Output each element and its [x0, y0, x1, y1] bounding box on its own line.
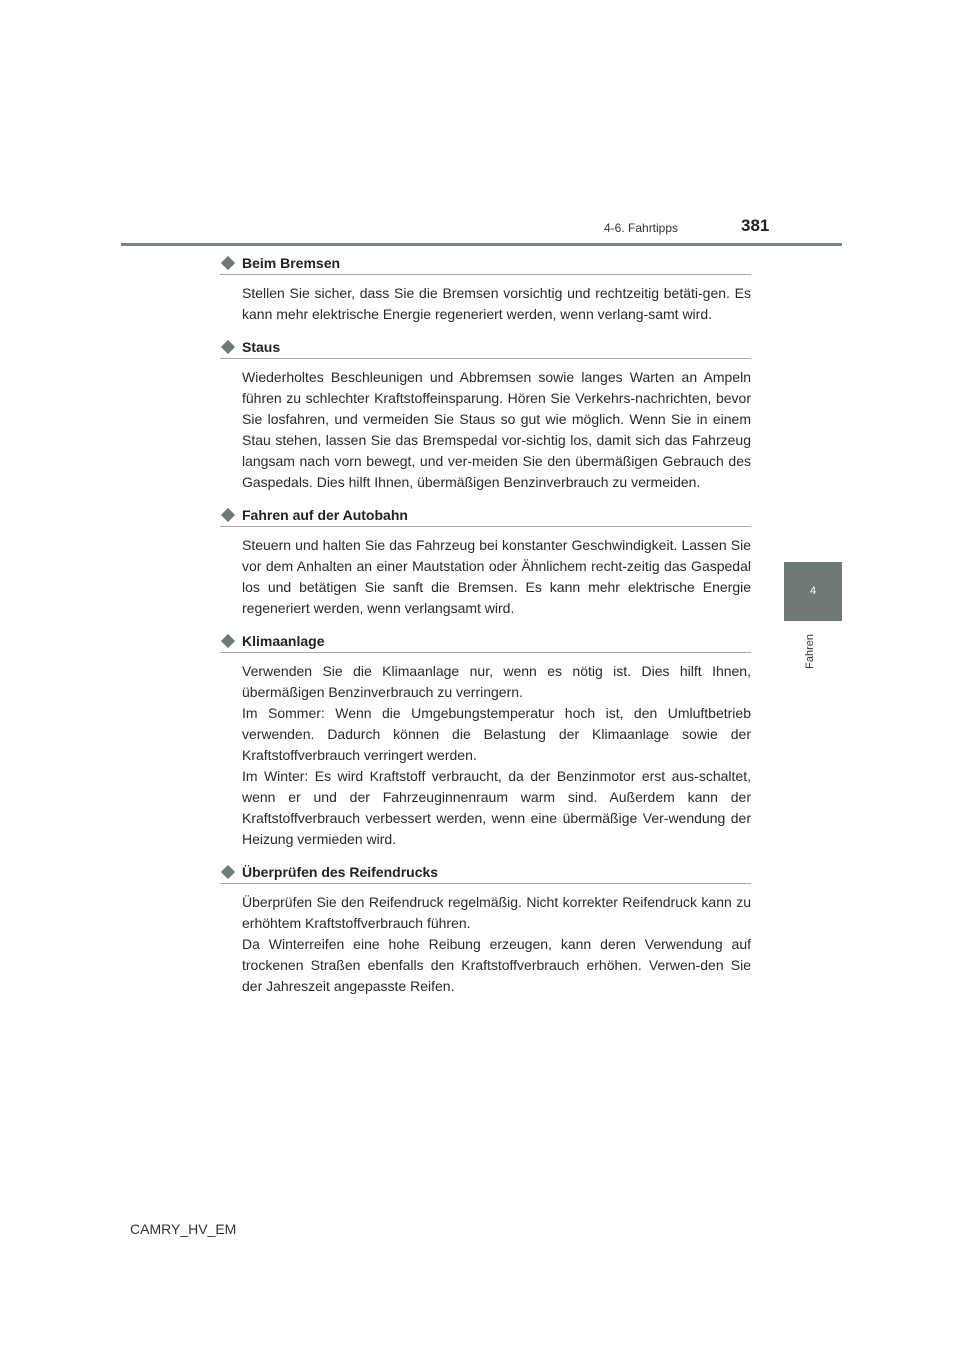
section-beim-bremsen: [220, 252, 751, 325]
section-heading: [220, 336, 751, 359]
section-fahren-auf-der-autobahn: [220, 504, 751, 619]
section-title: Staus: [242, 339, 281, 355]
diamond-bullet-icon: [221, 340, 235, 354]
diamond-bullet-icon: [221, 256, 235, 270]
page-content: [220, 252, 751, 997]
section-title: Überprüfen des Reifendrucks: [242, 864, 439, 880]
section-heading: [220, 504, 751, 527]
diamond-bullet-icon: [221, 865, 235, 879]
section-paragraph: Da Winterreifen eine hohe Reibung erzeugen, kann deren Verwendung auf trockenen Straßen ebenfalls den Kraftstoffverbrauch erhöhen. Verwen-den Sie der Jahreszeit angepasste Reifen.: [242, 936, 751, 994]
chapter-tab: [784, 562, 842, 621]
header-rule: [121, 243, 842, 246]
chapter-number: 4: [809, 585, 817, 597]
running-header-section: 4-6. Fahrtipps: [604, 221, 679, 235]
section-title: Beim Bremsen: [242, 255, 341, 271]
section-ueberpruefen-des-reifendrucks: [220, 861, 751, 997]
section-staus: [220, 336, 751, 493]
diamond-bullet-icon: [221, 508, 235, 522]
section-klimaanlage: [220, 630, 751, 850]
document-code: CAMRY_HV_EM: [130, 1221, 237, 1237]
section-heading: [220, 252, 751, 275]
section-title: Fahren auf der Autobahn: [242, 507, 408, 523]
section-paragraph: Verwenden Sie die Klimaanlage nur, wenn es nötig ist. Dies hilft Ihnen, übermäßigen Benzinverbrauch zu verringern.: [242, 663, 751, 700]
section-paragraph: Überprüfen Sie den Reifendruck regelmäßig. Nicht korrekter Reifendruck kann zu erhöhtem Kraftstoffverbrauch führen.: [242, 894, 751, 931]
section-heading: [220, 630, 751, 653]
section-heading: [220, 861, 751, 884]
section-paragraph: Im Winter: Es wird Kraftstoff verbraucht, da der Benzinmotor erst aus-schaltet, wenn er und der Fahrzeuginnenraum warm sind. Außerdem kann der Kraftstoffverbrauch verbessert werden, wenn eine übermäßige Ver-wendung der Heizung vermieden wird.: [242, 768, 751, 847]
chapter-label: Fahren: [804, 634, 816, 669]
section-title: Klimaanlage: [242, 633, 325, 649]
page-number: 381: [741, 216, 770, 235]
diamond-bullet-icon: [221, 634, 235, 648]
section-paragraph: Im Sommer: Wenn die Umgebungstemperatur hoch ist, den Umluftbetrieb verwenden. Dadurch können die Belastung der Klimaanlage sowie der Kraftstoffverbrauch verringert werden.: [242, 705, 751, 763]
section-paragraph: Steuern und halten Sie das Fahrzeug bei konstanter Geschwindigkeit. Lassen Sie vor dem Anhalten an einer Mautstation oder Ähnlichem recht-zeitig das Gaspedal los und betätigen Sie sanft die Bremsen. Es kann mehr elektrische Energie regeneriert werden, wenn verlangsamt wird.: [242, 537, 751, 616]
section-paragraph: Wiederholtes Beschleunigen und Abbremsen sowie langes Warten an Ampeln führen zu schlechter Kraftstoffeinsparung. Hören Sie Verkehrs-nachrichten, bevor Sie losfahren, und vermeiden Sie Staus so gut wie möglich. Wenn Sie in einem Stau stehen, lassen Sie das Bremspedal vor-sichtig los, damit sich das Fahrzeug langsam nach vorn bewegt, und ver-meiden Sie den übermäßigen Gebrauch des Gaspedals. Dies hilft Ihnen, übermäßigen Benzinverbrauch zu vermeiden.: [242, 369, 751, 490]
section-paragraph: Stellen Sie sicher, dass Sie die Bremsen vorsichtig und rechtzeitig betäti-gen. Es kann mehr elektrische Energie regeneriert werden, wenn verlang-samt wird.: [242, 285, 751, 322]
